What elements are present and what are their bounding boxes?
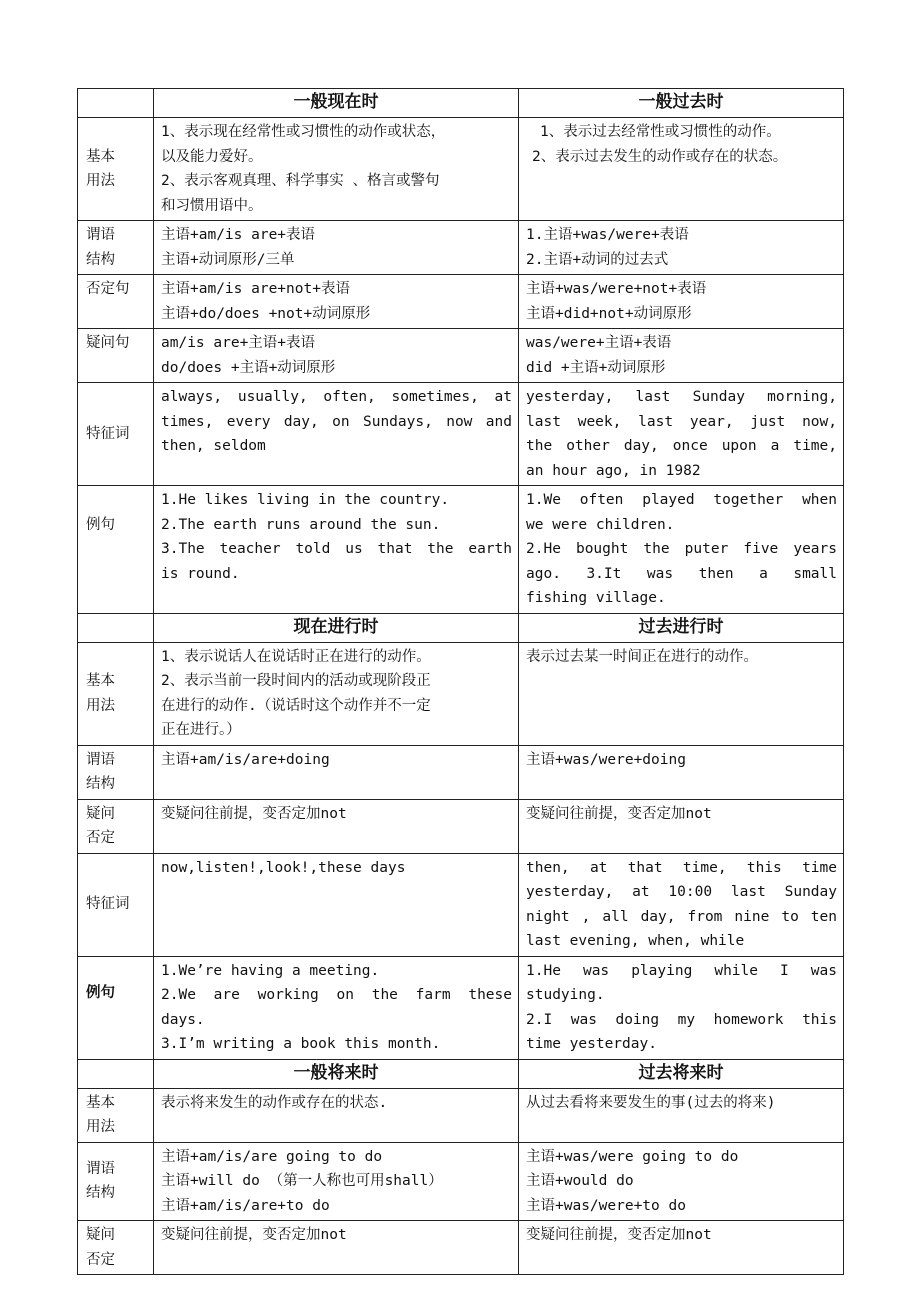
cell-right: then, at that time, this time yesterday, at 10:00 last Sunday night , all day, from nine to ten last evening, when, while — [519, 853, 844, 956]
section-header-left: 一般现在时 — [154, 89, 519, 118]
cell-right: 主语+was/were+doing — [519, 745, 844, 799]
row-label: 特征词 — [78, 853, 154, 956]
cell-left: always, usually, often, sometimes, at times, every day, on Sundays, now and then, seldom — [154, 383, 519, 486]
cell-left: 主语+am/is are+表语 主语+动词原形/三单 — [154, 221, 519, 275]
cell-left: 主语+am/is/are going to do 主语+will do （第一人称也可用shall） 主语+am/is/are+to do — [154, 1142, 519, 1221]
table-row — [78, 275, 844, 329]
table-row — [78, 1221, 844, 1275]
cell-left: 主语+am/is are+not+表语 主语+do/does +not+动词原形 — [154, 275, 519, 329]
table-row — [78, 853, 844, 956]
row-label: 基本 用法 — [78, 642, 154, 745]
section-header-left: 现在进行时 — [154, 613, 519, 642]
cell-left: am/is are+主语+表语 do/does +主语+动词原形 — [154, 329, 519, 383]
row-label: 否定句 — [78, 275, 154, 329]
cell-left: 变疑问往前提，变否定加not — [154, 799, 519, 853]
cell-right: 变疑问往前提，变否定加not — [519, 799, 844, 853]
tense-table — [77, 88, 844, 1275]
cell-left: 1、表示说话人在说话时正在进行的动作。 2、表示当前一段时间内的活动或现阶段正 在进行的动作.（说话时这个动作并不一定 正在进行。） — [154, 642, 519, 745]
cell-right: 1、表示过去经常性或习惯性的动作。 2、表示过去发生的动作或存在的状态。 — [519, 118, 844, 221]
section-header-right: 过去进行时 — [519, 613, 844, 642]
row-label: 谓语 结构 — [78, 221, 154, 275]
row-label: 疑问 否定 — [78, 799, 154, 853]
table-row — [78, 118, 844, 221]
cell-left: now,listen!,look!,these days — [154, 853, 519, 956]
corner-cell — [78, 89, 154, 118]
row-label: 疑问句 — [78, 329, 154, 383]
cell-right: 表示过去某一时间正在进行的动作。 — [519, 642, 844, 745]
table-row — [78, 642, 844, 745]
cell-right: 1.We often played together when we were children. 2.He bought the puter five years ago. 3.It was then a small fishing village. — [519, 486, 844, 614]
row-label: 基本 用法 — [78, 1088, 154, 1142]
row-label: 谓语 结构 — [78, 745, 154, 799]
cell-left: 1、表示现在经常性或习惯性的动作或状态， 以及能力爱好。 2、表示客观真理、科学事实 、格言或警句 和习惯用语中。 — [154, 118, 519, 221]
row-label: 基本 用法 — [78, 118, 154, 221]
table-row — [78, 329, 844, 383]
table-row — [78, 956, 844, 1059]
corner-cell — [78, 613, 154, 642]
row-label: 疑问 否定 — [78, 1221, 154, 1275]
section-header-left: 一般将来时 — [154, 1059, 519, 1088]
corner-cell — [78, 1059, 154, 1088]
table-row — [78, 221, 844, 275]
cell-right: yesterday, last Sunday morning, last week, last year, just now, the other day, once upon a time, an hour ago, in 1982 — [519, 383, 844, 486]
row-label: 特征词 — [78, 383, 154, 486]
table-row — [78, 1142, 844, 1221]
section-header-right: 一般过去时 — [519, 89, 844, 118]
cell-right: 主语+was/were+not+表语 主语+did+not+动词原形 — [519, 275, 844, 329]
section-header-row — [78, 89, 844, 118]
table-row — [78, 486, 844, 614]
cell-left: 变疑问往前提，变否定加not — [154, 1221, 519, 1275]
cell-left: 1.He likes living in the country. 2.The earth runs around the sun. 3.The teacher told us that the earth is round. — [154, 486, 519, 614]
cell-right: 1.He was playing while I was studying. 2.I was doing my homework this time yesterday. — [519, 956, 844, 1059]
cell-left: 1.We’re having a meeting. 2.We are working on the farm these days. 3.I’m writing a book this month. — [154, 956, 519, 1059]
row-label: 例句 — [78, 956, 154, 1059]
cell-right: 变疑问往前提，变否定加not — [519, 1221, 844, 1275]
row-label: 例句 — [78, 486, 154, 614]
cell-right: 从过去看将来要发生的事(过去的将来) — [519, 1088, 844, 1142]
table-row — [78, 799, 844, 853]
section-header-right: 过去将来时 — [519, 1059, 844, 1088]
table-row — [78, 745, 844, 799]
row-label: 谓语 结构 — [78, 1142, 154, 1221]
section-header-row — [78, 613, 844, 642]
cell-right: 主语+was/were going to do 主语+would do 主语+was/were+to do — [519, 1142, 844, 1221]
table-row — [78, 383, 844, 486]
table-row — [78, 1088, 844, 1142]
section-header-row — [78, 1059, 844, 1088]
cell-left: 表示将来发生的动作或存在的状态. — [154, 1088, 519, 1142]
cell-right: 1.主语+was/were+表语 2.主语+动词的过去式 — [519, 221, 844, 275]
cell-left: 主语+am/is/are+doing — [154, 745, 519, 799]
cell-right: was/were+主语+表语 did +主语+动词原形 — [519, 329, 844, 383]
